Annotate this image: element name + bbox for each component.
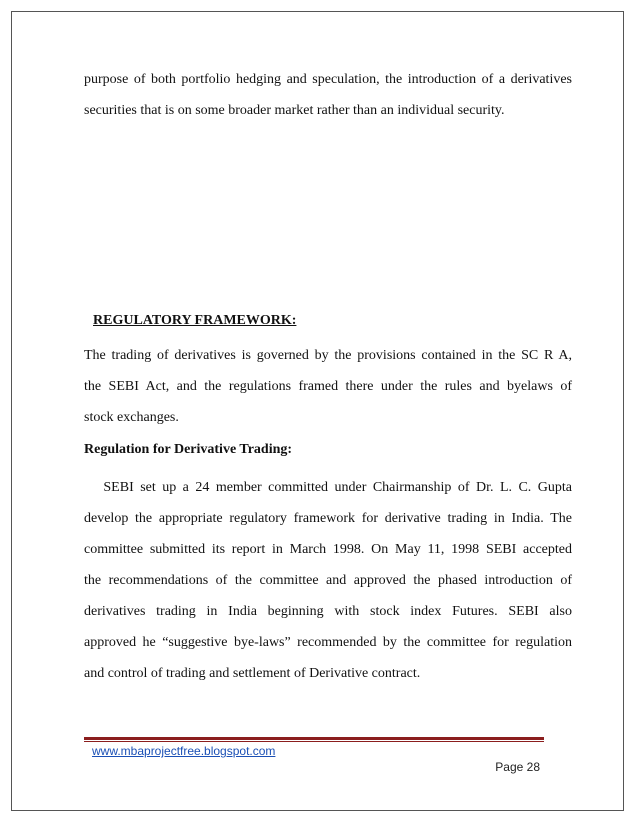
page-number: Page 28	[495, 760, 540, 774]
text-line: securities that is on some broader market rather than an individual security.	[84, 103, 505, 118]
text-line: purpose of both portfolio hedging and speculation, the introduction of a derivatives	[84, 72, 572, 87]
text-line: and control of trading and settlement of Derivative contract.	[84, 666, 421, 681]
text-line: the SEBI Act, and the regulations framed there under the rules and byelaws of	[84, 379, 572, 394]
text-line: derivatives trading in India beginning with stock index Futures. SEBI also	[84, 604, 572, 619]
section-heading-regulatory-framework: REGULATORY FRAMEWORK:	[93, 313, 297, 328]
footer-rule-thin	[84, 741, 544, 742]
text-line: SEBI set up a 24 member committed under Chairmanship of Dr. L. C. Gupta	[84, 480, 572, 495]
text-line: approved he “suggestive bye-laws” recommended by the committee for regulation	[84, 635, 572, 650]
text-line: develop the appropriate regulatory framework for derivative trading in India. The	[84, 511, 572, 526]
section-heading-regulation-derivative-trading: Regulation for Derivative Trading:	[84, 442, 293, 457]
text-line: the recommendations of the committee and approved the phased introduction of	[84, 573, 572, 588]
text-line: stock exchanges.	[84, 410, 179, 425]
text-line: The trading of derivatives is governed by the provisions contained in the SC R A,	[84, 348, 572, 363]
footer-website-link[interactable]: www.mbaprojectfree.blogspot.com	[92, 744, 276, 758]
paragraph-intro	[84, 64, 572, 126]
paragraph-regulatory	[84, 340, 572, 433]
footer-rule	[84, 737, 544, 740]
paragraph-sebi	[84, 472, 572, 689]
text-line: committee submitted its report in March 1998. On May 11, 1998 SEBI accepted	[84, 542, 572, 557]
